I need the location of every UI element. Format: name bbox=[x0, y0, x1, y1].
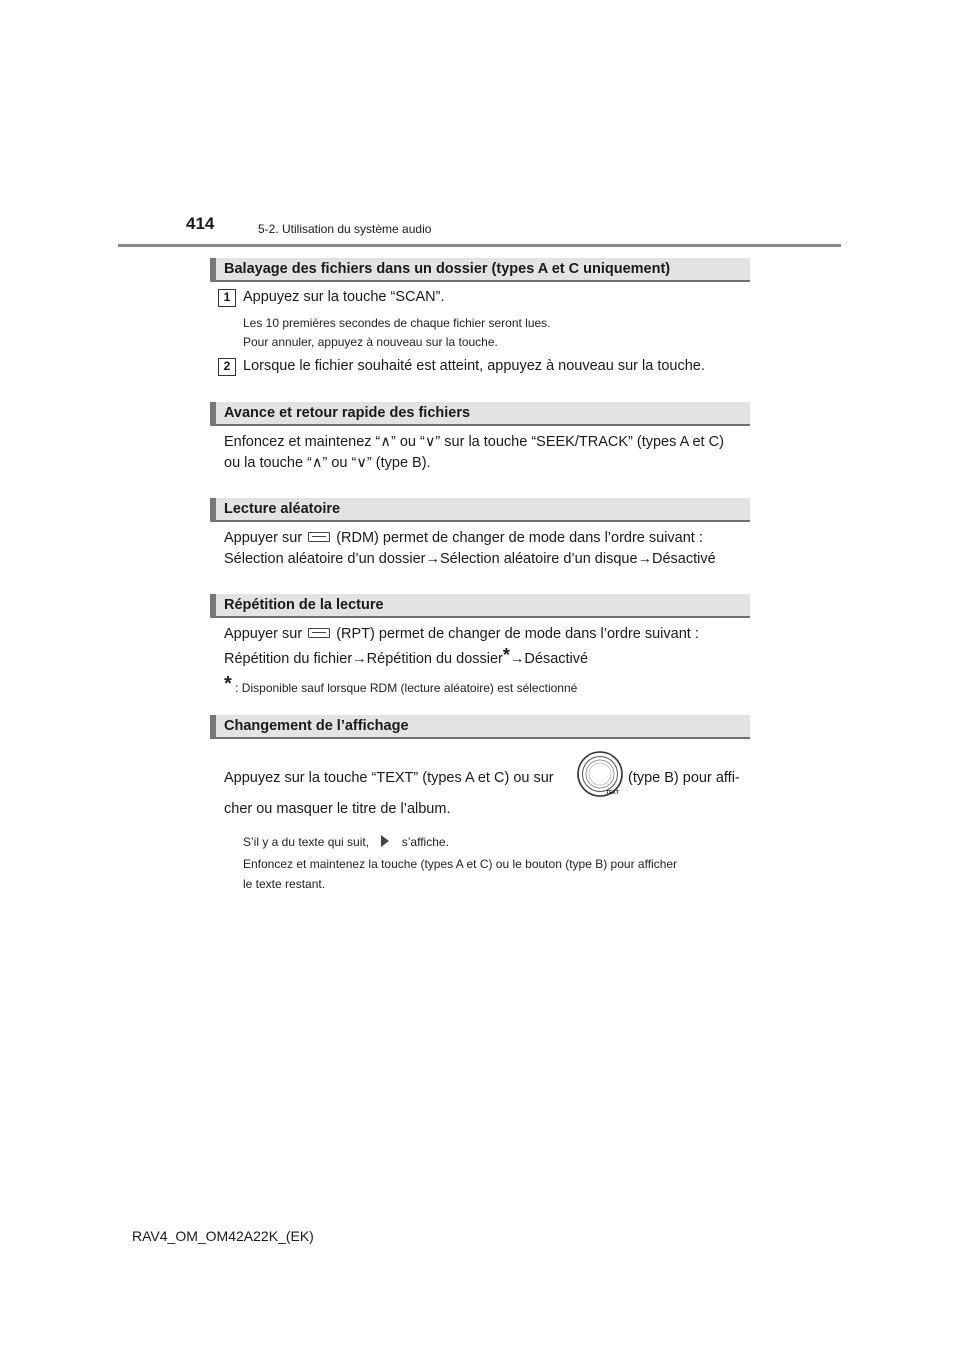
body-text: (type B) pour affi- bbox=[628, 770, 740, 786]
section-heading-random bbox=[210, 498, 750, 522]
text-fragment: s’affiche. bbox=[401, 835, 449, 849]
text-fragment: Appuyer sur bbox=[224, 626, 303, 642]
section-title: Répétition de la lecture bbox=[224, 597, 384, 613]
document-code: RAV4_OM_OM42A22K_(EK) bbox=[132, 1228, 314, 1244]
page-number: 414 bbox=[186, 214, 215, 233]
step-number: 2 bbox=[218, 358, 236, 376]
note-text bbox=[243, 834, 449, 849]
body-text: cher ou masquer le titre de l’album. bbox=[224, 801, 451, 817]
footnote-mark: * bbox=[224, 673, 232, 695]
body-text bbox=[224, 530, 703, 546]
section-title: Balayage des fichiers dans un dossier (types A et C uniquement) bbox=[224, 261, 671, 277]
body-text: Enfoncez et maintenez “∧” ou “∨” sur la touche “SEEK/TRACK” (types A et C) bbox=[224, 434, 724, 450]
text-fragment: (RPT) permet de changer de mode dans l’ordre suivant : bbox=[336, 626, 699, 642]
text-fragment: Appuyer sur bbox=[224, 530, 303, 546]
section-title: Lecture aléatoire bbox=[224, 501, 341, 517]
rpt-button-icon bbox=[308, 628, 330, 638]
footnote-text: : Disponible sauf lorsque RDM (lecture aléatoire) est sélectionné bbox=[235, 681, 578, 695]
body-text bbox=[224, 626, 699, 642]
note-text: Pour annuler, appuyez à nouveau sur la touche. bbox=[243, 335, 498, 349]
section-title: Avance et retour rapide des fichiers bbox=[224, 405, 471, 421]
text-fragment: Répétition du fichier→Répétition du dossier bbox=[224, 651, 503, 667]
step-text: Appuyez sur la touche “SCAN”. bbox=[243, 289, 445, 305]
text-fragment: (RDM) permet de changer de mode dans l’ordre suivant : bbox=[336, 530, 703, 546]
body-text: ou la touche “∧” ou “∨” (type B). bbox=[224, 455, 431, 471]
rdm-button-icon bbox=[308, 532, 330, 542]
play-arrow-icon bbox=[372, 834, 398, 849]
body-text: Sélection aléatoire d’un dossier→Sélection aléatoire d’un disque→Désactivé bbox=[224, 551, 716, 567]
footnote-asterisk: * bbox=[502, 645, 510, 665]
section-title: Changement de l’affichage bbox=[224, 718, 409, 734]
header-divider bbox=[118, 244, 841, 247]
body-text bbox=[224, 645, 588, 667]
knob-label: TEXT bbox=[606, 790, 619, 796]
footnote bbox=[224, 673, 577, 696]
section-heading-scan bbox=[210, 258, 750, 282]
section-heading-repeat bbox=[210, 594, 750, 618]
note-text: Les 10 premières secondes de chaque fichier seront lues. bbox=[243, 316, 551, 330]
section-heading-display bbox=[210, 715, 750, 739]
step-text: Lorsque le fichier souhaité est atteint, appuyez à nouveau sur la touche. bbox=[243, 358, 705, 374]
section-breadcrumb: 5-2. Utilisation du système audio bbox=[258, 222, 432, 236]
section-heading-seek bbox=[210, 402, 750, 426]
note-text: Enfoncez et maintenez la touche (types A et C) ou le bouton (type B) pour afficher bbox=[243, 857, 678, 871]
step-number: 1 bbox=[218, 289, 236, 307]
note-text: le texte restant. bbox=[243, 877, 326, 891]
text-fragment: →Désactivé bbox=[509, 651, 589, 667]
text-fragment: Appuyez sur la touche “TEXT” (types A et C) ou sur bbox=[224, 770, 554, 786]
body-text bbox=[224, 770, 554, 786]
text-knob-icon bbox=[576, 750, 624, 798]
text-fragment: S’il y a du texte qui suit, bbox=[243, 835, 370, 849]
